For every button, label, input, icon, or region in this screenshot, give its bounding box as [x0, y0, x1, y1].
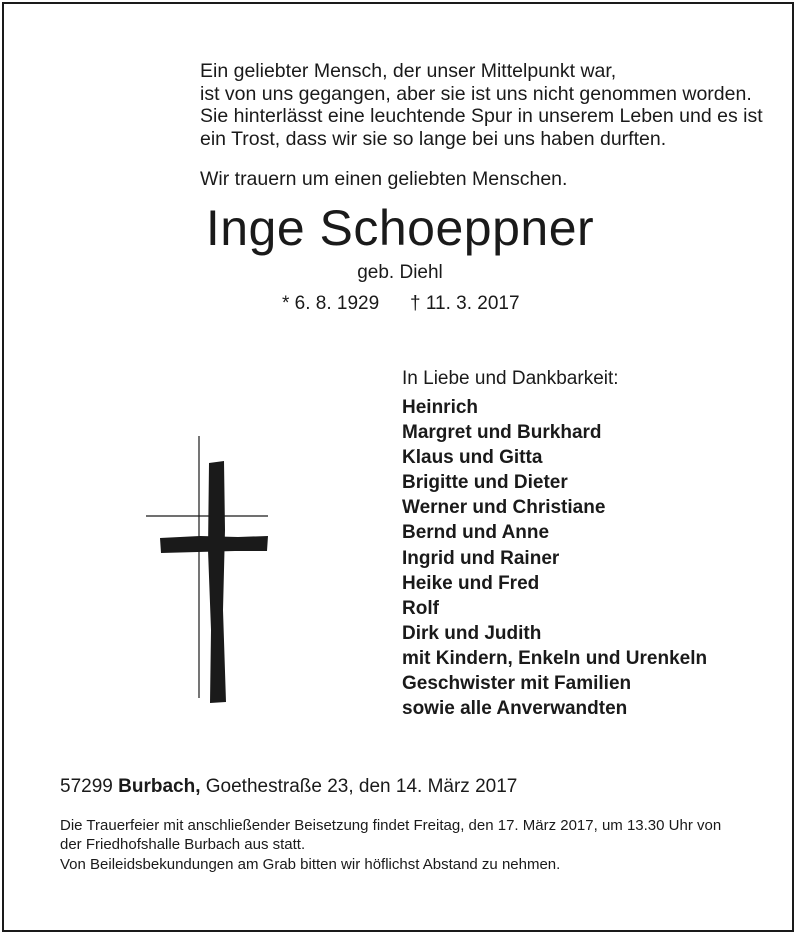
list-item: Rolf	[402, 597, 439, 619]
notice-line: der Friedhofshalle Burbach aus statt.	[60, 836, 306, 853]
intro-line: Ein geliebter Mensch, der unser Mittelpunkt war,	[200, 60, 617, 82]
notice-line: Die Trauerfeier mit anschließender Beisetzung findet Freitag, den 17. März 2017, um 13.30 Uhr von	[60, 817, 722, 834]
list-item: Werner und Christiane	[402, 497, 606, 519]
thanks-heading: In Liebe und Dankbarkeit:	[402, 368, 619, 389]
birth-date: * 6. 8. 1929	[282, 293, 380, 314]
maiden-name: geb. Diehl	[357, 262, 443, 283]
list-item: sowie alle Anverwandten	[402, 698, 628, 720]
street-and-date: Goethestraße 23, den 14. März 2017	[205, 776, 518, 797]
list-item: Heike und Fred	[402, 572, 540, 594]
death-date: † 11. 3. 2017	[410, 293, 520, 314]
signer-list	[402, 395, 707, 721]
list-item: Heinrich	[402, 397, 479, 418]
list-item: Klaus und Gitta	[402, 447, 543, 469]
list-item: Brigitte und Dieter	[402, 472, 568, 494]
list-item: mit Kindern, Enkeln und Urenkeln	[402, 647, 708, 669]
list-item: Dirk und Judith	[402, 622, 542, 644]
mourning-line: Wir trauern um einen geliebten Menschen.	[200, 168, 568, 190]
address-line	[60, 776, 517, 798]
postcode: 57299	[60, 776, 113, 797]
intro-line: Sie hinterlässt eine leuchtende Spur in unserem Leben und es ist	[200, 105, 763, 127]
intro-line: ist von uns gegangen, aber sie ist uns nicht genommen worden.	[200, 82, 752, 105]
intro-verse	[200, 60, 763, 150]
list-item: Bernd und Anne	[402, 522, 550, 544]
condolence-request: Von Beileidsbekundungen am Grab bitten wir höflichst Abstand zu nehmen.	[60, 856, 561, 873]
funeral-notice	[60, 816, 750, 854]
list-item: Geschwister mit Familien	[402, 673, 632, 695]
list-item: Margret und Burkhard	[402, 422, 602, 444]
life-dates	[282, 293, 520, 315]
town: Burbach,	[118, 776, 201, 797]
cross-icon	[140, 430, 270, 710]
intro-line: ein Trost, dass wir sie so lange bei uns haben durften.	[200, 127, 667, 150]
deceased-name: Inge Schoeppner	[205, 200, 595, 256]
list-item: Ingrid und Rainer	[402, 547, 560, 569]
